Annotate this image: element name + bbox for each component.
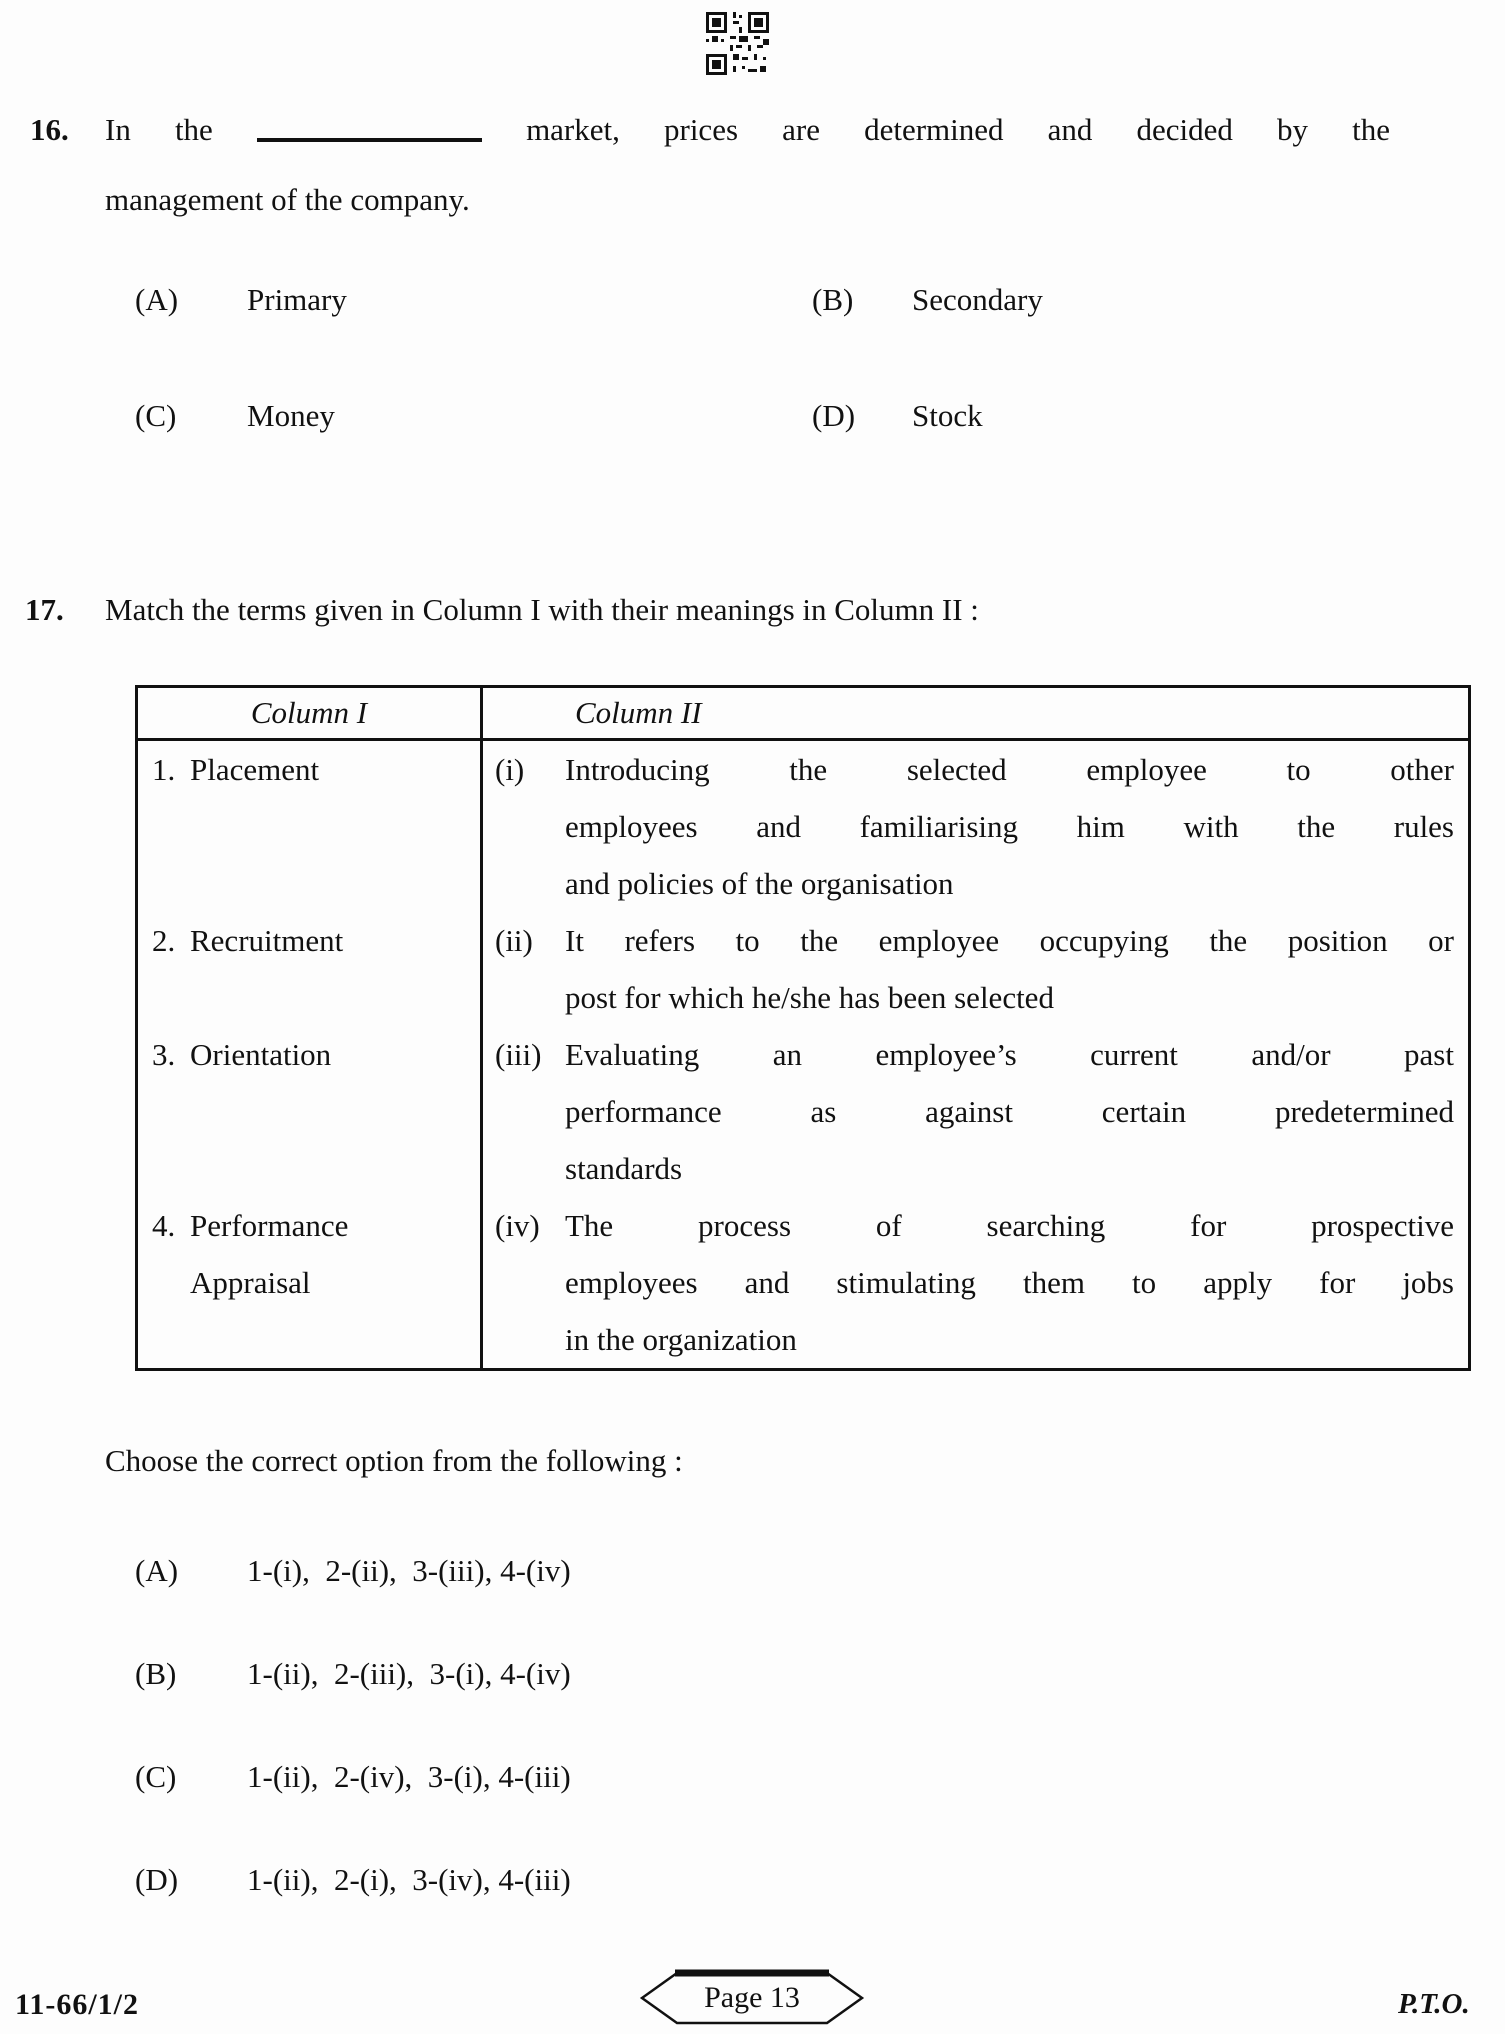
row-number: 3. xyxy=(152,1037,176,1072)
question-16-line1 xyxy=(105,95,1390,165)
option-b-text: 1-(ii), 2-(iii), 3-(i), 4-(iv) xyxy=(247,1656,571,1691)
meaning-text: The process of searching for prospective employees and stimulating them to apply for jobs in the organization xyxy=(565,1208,1454,1357)
row-number: 2. xyxy=(152,923,176,958)
row-term: Orientation xyxy=(190,1037,332,1072)
row-term: Recruitment xyxy=(190,923,344,958)
meaning-text: Introducing the selected employee to other employees and familiarising him with the rules and policies of the organisation xyxy=(565,752,1454,901)
meaning-text: Evaluating an employee’s current and/or past performance as against certain predetermined standards xyxy=(565,1037,1454,1186)
option-d-label: (D) xyxy=(812,398,856,433)
table-row-4-term xyxy=(138,1197,483,1368)
table-row-2-term xyxy=(138,912,483,1026)
page-number-label: Page 13 xyxy=(704,1981,800,2014)
table-row-3-meaning xyxy=(483,1026,1468,1197)
option-a-label: (A) xyxy=(135,282,179,317)
question-17-prompt: Match the terms given in Column I with their meanings in Column II : xyxy=(105,592,979,627)
question-17 xyxy=(25,592,1445,628)
table-header-column-2: Column II xyxy=(483,688,1468,741)
option-a-text: Primary xyxy=(247,282,347,317)
option-b-label: (B) xyxy=(812,282,854,317)
question-17-number: 17. xyxy=(25,592,64,627)
option-b-label: (B) xyxy=(135,1656,177,1691)
question-16-options xyxy=(135,283,1043,433)
option-a-text: 1-(i), 2-(ii), 3-(iii), 4-(iv) xyxy=(247,1553,571,1588)
row-term: Performance Appraisal xyxy=(190,1208,349,1300)
table-header-column-1: Column I xyxy=(138,688,483,741)
row-number: 1. xyxy=(152,752,176,787)
option-d-label: (D) xyxy=(135,1862,179,1897)
option-c-label: (C) xyxy=(135,1759,177,1794)
option-d-text: Stock xyxy=(912,398,983,433)
question-16-line1-suffix: market, prices are determined and decided by the xyxy=(526,112,1391,147)
roman-label: (ii) xyxy=(495,923,533,958)
roman-label: (iv) xyxy=(495,1208,540,1243)
table-row-1-meaning xyxy=(483,741,1468,912)
question-16 xyxy=(30,95,1390,235)
option-b xyxy=(135,1656,571,1692)
question-16-line1-prefix: In the xyxy=(105,112,213,147)
row-term: Placement xyxy=(190,752,320,787)
match-table xyxy=(135,685,1471,1371)
option-c-text: Money xyxy=(247,398,335,433)
table-row-4-meaning xyxy=(483,1197,1468,1368)
qr-code-icon xyxy=(706,12,769,75)
roman-label: (i) xyxy=(495,752,525,787)
option-a-label: (A) xyxy=(135,1553,179,1588)
table-row-3-term xyxy=(138,1026,483,1197)
table-row-1-term xyxy=(138,741,483,912)
option-d-text: 1-(ii), 2-(i), 3-(iv), 4-(iii) xyxy=(247,1862,571,1897)
option-b-text: Secondary xyxy=(912,282,1043,317)
question-16-line2: management of the company. xyxy=(105,182,470,217)
fill-in-blank-line xyxy=(257,107,482,142)
roman-label: (iii) xyxy=(495,1037,542,1072)
meaning-text: It refers to the employee occupying the position or post for which he/she has been selected xyxy=(565,923,1454,1015)
row-number: 4. xyxy=(152,1208,176,1243)
pto-label: P.T.O. xyxy=(1398,1988,1470,2020)
option-c xyxy=(135,1759,571,1795)
option-a xyxy=(135,1553,571,1589)
question-17-options xyxy=(135,1553,571,1965)
option-c-text: 1-(ii), 2-(iv), 3-(i), 4-(iii) xyxy=(247,1759,571,1794)
table-row-2-meaning xyxy=(483,912,1468,1026)
question-16-text xyxy=(105,95,1390,235)
option-c-label: (C) xyxy=(135,398,177,433)
paper-code: 11-66/1/2 xyxy=(15,1988,140,2021)
option-d xyxy=(135,1862,571,1898)
page-badge xyxy=(637,1968,867,2028)
choose-prompt: Choose the correct option from the following : xyxy=(105,1443,683,1478)
question-16-number: 16. xyxy=(30,112,69,147)
